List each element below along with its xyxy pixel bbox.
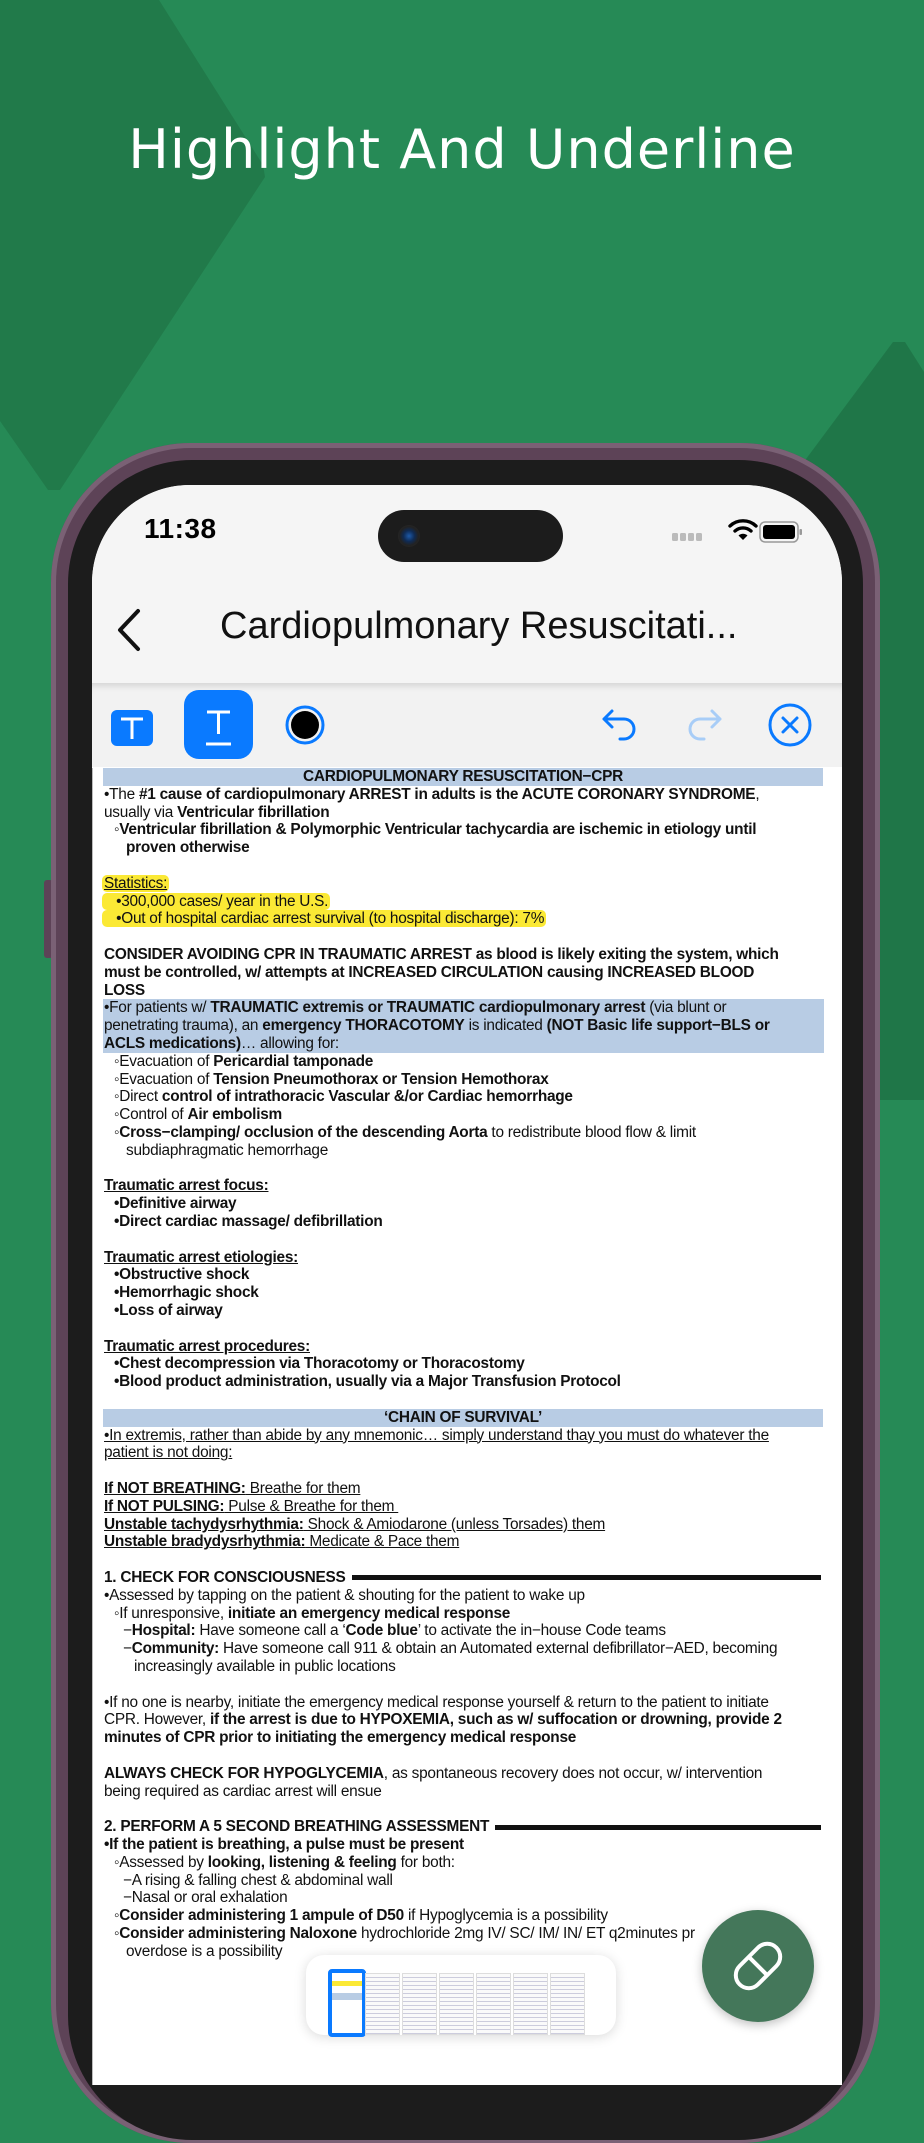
text-segment: if the arrest is due to HYPOXEMIA, such as w/ suffocation or drowning, provide 2: [209, 1711, 782, 1729]
document-line[interactable]: [104, 1444, 232, 1462]
underline-text-tool[interactable]: [184, 690, 253, 759]
text-segment: increasingly available in public locations: [134, 1658, 396, 1675]
document-line[interactable]: [114, 821, 756, 839]
text-segment: being required as cardiac arrest will ensue: [104, 1782, 382, 1800]
text-segment: Tension Pneumothorax or Tension Hemothorax: [213, 1070, 549, 1088]
page-thumbnail[interactable]: [365, 1973, 400, 2035]
text-segment: •Obstructive shock: [114, 1266, 250, 1284]
text-segment: ◦Evacuation of: [114, 1052, 214, 1070]
document-line[interactable]: [114, 1124, 696, 1142]
text-segment: •The: [104, 785, 139, 803]
page-thumbnail[interactable]: [513, 1973, 548, 2035]
text-segment: CPR. However,: [104, 1711, 210, 1729]
document-line[interactable]: [104, 1498, 398, 1516]
underlined-text: If NOT PULSING:: [104, 1497, 225, 1515]
text-segment: Code blue: [345, 1622, 418, 1640]
document-line[interactable]: [126, 839, 249, 857]
status-time: 11:38: [144, 513, 217, 544]
text-segment: 1. CHECK FOR CONSCIOUSNESS: [104, 1569, 346, 1586]
pdf-page[interactable]: [92, 768, 842, 2085]
document-line[interactable]: [103, 999, 824, 1017]
text-segment: ◦: [114, 1907, 120, 1925]
color-picker[interactable]: [285, 705, 325, 745]
text-segment: •300,000 cases/ year in the U.S.: [104, 892, 329, 910]
text-segment: Cross−clamping/ occlusion of the descending Aorta: [119, 1124, 488, 1141]
document-line[interactable]: [114, 1605, 510, 1623]
text-segment: proven otherwise: [126, 839, 250, 857]
document-line[interactable]: [114, 1266, 249, 1284]
text-segment: ,: [755, 785, 760, 803]
page-thumbnail[interactable]: [439, 1973, 474, 2035]
document-line[interactable]: [103, 1017, 824, 1035]
underlined-text: Unstable tachydysrhythmia:: [104, 1515, 304, 1533]
document-line[interactable]: [114, 1284, 259, 1302]
document-line[interactable]: [103, 1409, 823, 1427]
underlined-text: Pulse & Breathe for them: [224, 1497, 399, 1515]
document-line[interactable]: [126, 1142, 328, 1160]
document-line[interactable]: [104, 1587, 585, 1605]
document-line[interactable]: [114, 1195, 236, 1213]
text-segment: •Definitive airway: [114, 1195, 237, 1213]
underlined-text: Statistics:: [104, 874, 168, 892]
text-segment: •Direct cardiac massage/ defibrillation: [114, 1213, 383, 1230]
text-segment: … allowing for:: [240, 1035, 339, 1052]
text-segment: •If the patient is breathing, a pulse must be present: [104, 1836, 464, 1853]
document-line[interactable]: [104, 875, 169, 893]
document-line[interactable]: [104, 982, 145, 1000]
text-segment: •Chest decompression via Thoracotomy or Thoracostomy: [114, 1355, 525, 1373]
chevron-left-icon[interactable]: [110, 607, 150, 653]
cellular-dots-icon: [672, 532, 704, 542]
document-line[interactable]: [104, 946, 779, 964]
underlined-text: Traumatic arrest etiologies:: [104, 1248, 299, 1266]
document-line[interactable]: [114, 1907, 608, 1925]
text-segment: usually via: [104, 803, 178, 821]
text-segment: must be controlled, w/ attempts at INCREASED CIRCULATION causing INCREASED BLOOD: [104, 963, 755, 981]
document-line[interactable]: [114, 1053, 373, 1071]
text-segment: •Assessed by tapping on the patient & shouting for the patient to wake up: [104, 1586, 585, 1604]
text-segment: −Nasal or oral exhalation: [123, 1889, 288, 1907]
text-segment: −: [123, 1622, 132, 1640]
document-line[interactable]: [114, 1088, 573, 1106]
document-line[interactable]: [104, 1338, 310, 1356]
text-segment: as blood is likely exiting the system, which: [471, 946, 779, 963]
text-segment: hydrochloride 2mg IV/ SC/ IM/ IN/ ET q2minutes pr: [356, 1925, 695, 1942]
document-line[interactable]: [104, 893, 330, 911]
document-line[interactable]: [104, 1765, 762, 1783]
text-segment: emergency THORACOTOMY: [262, 1017, 465, 1035]
redo-icon[interactable]: [684, 705, 724, 745]
document-line[interactable]: [123, 1622, 666, 1640]
document-line[interactable]: [114, 1925, 695, 1943]
text-segment: TRAUMATIC extremis or TRAUMATIC cardiopulmonary arrest: [210, 999, 646, 1017]
yellow-highlight: [102, 910, 546, 927]
text-segment: LOSS: [104, 981, 145, 999]
text-segment: minutes of CPR prior to initiating the emergency medical response: [104, 1729, 577, 1747]
text-segment: looking, listening & feeling: [207, 1853, 397, 1871]
document-line[interactable]: [114, 1373, 621, 1391]
document-line[interactable]: [104, 1427, 769, 1445]
wifi-icon: [728, 518, 758, 542]
text-segment: •Blood product administration, usually via a Major Transfusion Protocol: [114, 1373, 621, 1391]
text-segment: #1 cause of cardiopulmonary ARREST in adults is the ACUTE CORONARY SYNDROME: [138, 785, 756, 803]
text-segment: ◦Direct: [114, 1088, 162, 1106]
section-rule: [495, 1825, 821, 1830]
document-line[interactable]: [103, 768, 823, 786]
text-segment: Ventricular fibrillation & Polymorphic Ventricular tachycardia are ischemic in etiology until: [119, 821, 757, 839]
document-line[interactable]: [123, 1872, 393, 1890]
text-segment: ◦: [114, 821, 120, 839]
text-segment: ◦: [114, 1925, 120, 1942]
text-segment: CARDIOPULMONARY RESUSCITATION−CPR: [303, 768, 623, 785]
pill-icon: [702, 1910, 814, 2022]
text-segment: control of intrathoracic Vascular &/or Cardiac hemorrhage: [161, 1088, 573, 1106]
document-line[interactable]: [104, 1480, 360, 1498]
status-bar: [92, 485, 842, 575]
underlined-text: Traumatic arrest procedures:: [104, 1337, 310, 1355]
underlined-text: Medicate & Pace them: [305, 1533, 460, 1551]
text-segment: •For patients w/: [104, 999, 211, 1017]
close-circle-icon[interactable]: [767, 702, 813, 748]
underlined-text: Unstable bradydysrhythmia:: [104, 1533, 306, 1551]
text-segment: (via blunt or: [645, 999, 727, 1017]
text-segment: subdiaphragmatic hemorrhage: [126, 1141, 329, 1159]
yellow-highlight: [102, 893, 330, 910]
underlined-text: Breathe for them: [245, 1480, 361, 1497]
page-thumbnail-strip: [306, 1955, 616, 2035]
text-segment: Air embolism: [187, 1106, 282, 1124]
text-segment: if Hypoglycemia is a possibility: [403, 1907, 608, 1925]
battery-icon: [759, 521, 803, 543]
text-segment: CONSIDER AVOIDING CPR IN TRAUMATIC ARREST: [104, 946, 472, 963]
underlined-text: patient is not doing:: [104, 1444, 233, 1462]
text-segment: ’ to activate the in−house Code teams: [417, 1622, 666, 1640]
text-segment: overdose is a possibility: [126, 1942, 283, 1960]
text-segment: ◦Assessed by: [114, 1853, 208, 1871]
document-line[interactable]: [104, 1249, 298, 1267]
page-thumbnail[interactable]: [328, 1969, 366, 2037]
camera-icon: [398, 525, 420, 547]
text-segment: Have someone call a ‘: [195, 1622, 346, 1640]
dynamic-island: [378, 510, 563, 562]
document-line[interactable]: [103, 1035, 824, 1053]
text-segment: •Loss of airway: [114, 1302, 223, 1319]
text-segment: for both:: [396, 1853, 455, 1871]
underlined-text: If NOT BREATHING:: [104, 1480, 246, 1497]
text-segment: ◦Evacuation of: [114, 1070, 214, 1088]
text-segment: ALWAYS CHECK FOR HYPOGLYCEMIA: [104, 1764, 384, 1782]
text-segment: Have someone call 911 & obtain an Automated external defibrillator−AED, becoming: [219, 1640, 778, 1658]
headline: Highlight And Underline: [128, 118, 796, 181]
text-segment: to redistribute blood flow & limit: [487, 1124, 696, 1141]
text-segment: Ventricular fibrillation: [177, 803, 330, 821]
text-segment: ◦If unresponsive,: [114, 1604, 228, 1622]
document-line[interactable]: [123, 1640, 777, 1658]
document-line[interactable]: [104, 910, 546, 928]
text-segment: 2. PERFORM A 5 SECOND BREATHING ASSESSMENT: [104, 1818, 490, 1836]
document-line[interactable]: [114, 1213, 383, 1231]
text-segment: Hospital:: [131, 1622, 196, 1640]
text-underline-icon: [184, 690, 253, 759]
document-line[interactable]: [104, 1711, 782, 1729]
document-line[interactable]: [104, 1533, 459, 1551]
text-segment: ◦: [114, 1124, 120, 1141]
underlined-text: Shock & Amiodarone (unless Torsades) them: [303, 1515, 606, 1533]
document-line[interactable]: [104, 786, 759, 804]
text-segment: (NOT Basic life support−BLS or: [546, 1017, 770, 1035]
text-segment: −A rising & falling chest & abdominal wall: [123, 1871, 393, 1889]
section-rule: [352, 1575, 821, 1580]
text-segment: Pericardial tamponade: [213, 1052, 374, 1070]
document-title: Cardiopulmonary Resuscitati...: [220, 605, 738, 647]
document-line[interactable]: [104, 1177, 268, 1195]
text-segment: initiate an emergency medical response: [227, 1604, 511, 1622]
document-line[interactable]: [104, 1694, 769, 1712]
annotation-toolbar: [92, 683, 842, 767]
text-segment: ‘CHAIN OF SURVIVAL’: [383, 1408, 542, 1426]
document-line[interactable]: [114, 1302, 223, 1320]
text-segment: is indicated: [464, 1017, 547, 1035]
document-line[interactable]: [104, 1818, 821, 1836]
text-segment: •Hemorrhagic shock: [114, 1284, 259, 1302]
underlined-text: •In extremis, rather than abide by any mnemonic… simply understand thay you must do whatever the: [104, 1426, 769, 1444]
undo-icon[interactable]: [600, 705, 640, 745]
document-line[interactable]: [104, 1569, 821, 1587]
text-segment: ◦Control of: [114, 1106, 188, 1124]
text-segment: Consider administering Naloxone: [119, 1925, 357, 1942]
color-dot-icon: [287, 707, 323, 743]
underlined-text: Traumatic arrest focus:: [104, 1177, 269, 1195]
document-line[interactable]: [114, 1355, 525, 1373]
document-line[interactable]: [104, 1783, 382, 1801]
text-segment: ACLS medications): [104, 1035, 241, 1052]
page-thumbnail[interactable]: [476, 1973, 511, 2035]
text-segment: , as spontaneous recovery does not occur, w/ intervention: [383, 1764, 763, 1782]
text-segment: penetrating trauma), an: [104, 1017, 263, 1035]
document-line[interactable]: [104, 1516, 605, 1534]
document-line[interactable]: [104, 964, 754, 982]
text-segment: •Out of hospital cardiac arrest survival (to hospital discharge): 7%: [104, 910, 545, 928]
highlight-text-tool[interactable]: [111, 710, 153, 746]
nav-bar: [92, 575, 842, 683]
document-line[interactable]: [134, 1658, 396, 1676]
document-line[interactable]: [114, 1854, 455, 1872]
text-box-icon: [111, 710, 153, 746]
fab-button[interactable]: [702, 1910, 814, 2022]
document-line[interactable]: [114, 1106, 282, 1124]
page-thumbnail[interactable]: [550, 1973, 585, 2035]
document-line[interactable]: [114, 1071, 549, 1089]
document-line[interactable]: [123, 1889, 287, 1907]
text-segment: Consider administering 1 ampule of D50: [119, 1907, 404, 1925]
yellow-highlight: [102, 875, 169, 892]
document-line[interactable]: [104, 804, 329, 822]
document-line[interactable]: [104, 1729, 576, 1747]
text-segment: Community:: [131, 1640, 220, 1658]
page-thumbnail[interactable]: [402, 1973, 437, 2035]
text-segment: •If no one is nearby, initiate the emergency medical response yourself & return to the patient to initiate: [104, 1693, 769, 1711]
document-line[interactable]: [126, 1943, 282, 1961]
text-segment: −: [123, 1640, 132, 1658]
phone-screen: [92, 485, 842, 2085]
document-line[interactable]: [104, 1836, 464, 1854]
